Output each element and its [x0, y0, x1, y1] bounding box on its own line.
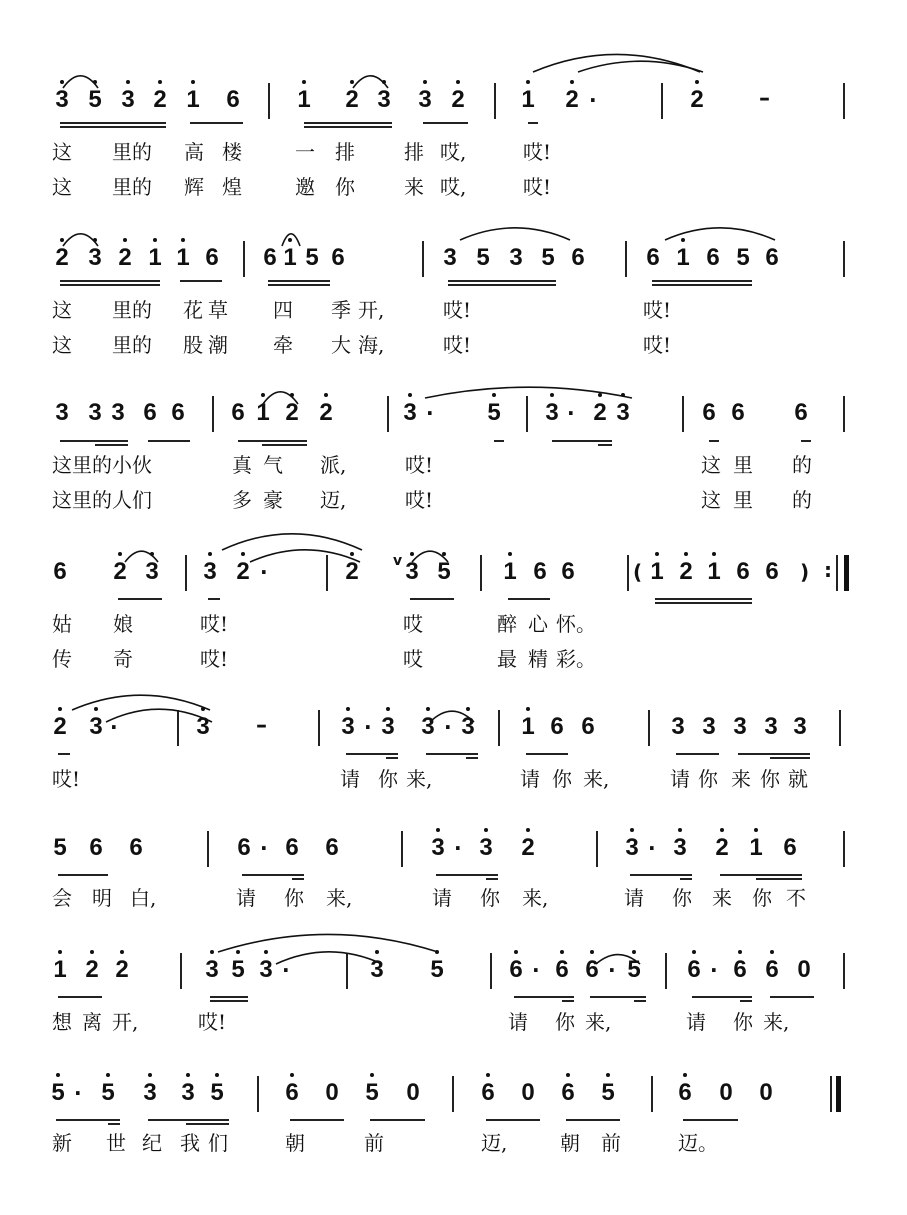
note-digit: 3: [205, 956, 219, 983]
lyric-syllable: 季: [331, 298, 351, 322]
note-digit: 3: [764, 713, 778, 740]
note-digit: 5: [430, 956, 444, 983]
note-digit: 5: [736, 244, 750, 271]
note-digit: 1: [650, 558, 664, 585]
lyric-syllable: 传: [52, 647, 72, 671]
note-digit: 6: [263, 244, 277, 271]
note-digit: 5: [476, 244, 490, 271]
lyric-syllable: 我: [180, 1131, 200, 1155]
note-digit: 6: [89, 834, 103, 861]
lyric-syllable: 迈,: [481, 1131, 508, 1155]
breath-mark: v: [393, 553, 403, 569]
note-digit: 6: [555, 956, 569, 983]
note-digit: 1: [53, 956, 67, 983]
note-digit: 3: [461, 713, 475, 740]
lyric-syllable: 奇: [113, 647, 133, 671]
lyric-syllable: 迈。: [678, 1131, 718, 1155]
note-digit: 5: [365, 1079, 379, 1106]
note-digit: 6: [783, 834, 797, 861]
note-digit: 3: [88, 399, 102, 426]
note-digit: 3: [381, 713, 395, 740]
augmentation-dot: ·: [589, 88, 597, 112]
slur-arc: [263, 392, 298, 404]
note-digit: 6: [550, 713, 564, 740]
note-digit: 3: [55, 399, 69, 426]
note-digit: 3: [702, 713, 716, 740]
lyric-syllable: 哎: [403, 612, 423, 636]
augmentation-dot: ·: [444, 715, 452, 739]
lyric-syllable: 你: [284, 886, 304, 910]
lyric-syllable: 这: [52, 298, 72, 322]
note-digit: 2: [115, 956, 129, 983]
lyric-syllable: 你: [480, 886, 500, 910]
lyric-syllable: 派,: [320, 453, 347, 477]
lyric-syllable: 开,: [358, 298, 385, 322]
lyric-syllable: 会: [52, 886, 72, 910]
note-digit: 3: [145, 558, 159, 585]
lyric-syllable: 娘: [113, 612, 133, 636]
note-digit: 6: [702, 399, 716, 426]
note-digit: 2: [118, 244, 132, 271]
lyric-syllable: 开,: [112, 1010, 139, 1034]
note-digit: 3: [479, 834, 493, 861]
augmentation-dot: ·: [110, 715, 118, 739]
note-digit: 6: [561, 558, 575, 585]
note-digit: 3: [111, 399, 125, 426]
sustain-dash: –: [256, 713, 267, 738]
note-digit: 1: [176, 244, 190, 271]
note-digit: 2: [153, 86, 167, 113]
augmentation-dot: ·: [260, 836, 268, 860]
lyric-syllable: 请: [670, 767, 690, 791]
lyric-syllable: 排: [404, 140, 424, 164]
slur-arc: [106, 709, 212, 722]
lyric-syllable: 心: [528, 612, 548, 636]
note-digit: 3: [733, 713, 747, 740]
lyric-syllable: 排: [335, 140, 355, 164]
lyric-syllable: 请: [340, 767, 360, 791]
lyric-syllable: 这: [52, 333, 72, 357]
note-digit: 6: [285, 834, 299, 861]
augmentation-dot: ·: [567, 401, 575, 425]
lyric-syllable: 哎!: [52, 767, 81, 791]
note-digit: 3: [671, 713, 685, 740]
repeat-sign: :: [824, 558, 832, 582]
note-digit: 6: [585, 956, 599, 983]
lyric-syllable: 这: [701, 488, 721, 512]
note-digit: 3: [143, 1079, 157, 1106]
lyric-syllable: 里的: [112, 298, 152, 322]
note-digit: 3: [405, 558, 419, 585]
note-digit: 3: [370, 956, 384, 983]
lyric-syllable: 你: [555, 1010, 575, 1034]
lyric-syllable: 迈,: [320, 488, 347, 512]
note-digit: 6: [706, 244, 720, 271]
slur-arc: [125, 551, 158, 562]
note-digit: 6: [171, 399, 185, 426]
note-digit: 6: [533, 558, 547, 585]
note-digit: 3: [181, 1079, 195, 1106]
note-digit: 1: [749, 834, 763, 861]
lyric-syllable: 你: [698, 767, 718, 791]
note-digit: 0: [521, 1079, 535, 1106]
lyric-syllable: 这里的人们: [52, 488, 152, 512]
note-digit: 5: [627, 956, 641, 983]
lyric-syllable: 里的: [112, 140, 152, 164]
note-digit: 0: [406, 1079, 420, 1106]
note-digit: 3: [443, 244, 457, 271]
lyric-syllable: 世: [106, 1131, 126, 1155]
note-digit: 3: [625, 834, 639, 861]
augmentation-dot: ·: [426, 401, 434, 425]
lyric-syllable: 的: [792, 453, 812, 477]
note-digit: 3: [421, 713, 435, 740]
lyric-syllable: 哎,: [440, 140, 467, 164]
lyric-syllable: 哎!: [443, 298, 472, 322]
note-digit: 6: [731, 399, 745, 426]
lyric-syllable: 哎!: [643, 333, 672, 357]
lyric-syllable: 你: [672, 886, 692, 910]
note-digit: 5: [88, 86, 102, 113]
lyric-syllable: 草: [208, 298, 228, 322]
lyric-syllable: 来,: [585, 1010, 612, 1034]
note-digit: 6: [765, 244, 779, 271]
lyric-syllable: 哎!: [200, 647, 229, 671]
note-digit: 6: [765, 956, 779, 983]
note-digit: 5: [210, 1079, 224, 1106]
lyric-syllable: 请: [624, 886, 644, 910]
lyric-syllable: 气: [263, 453, 283, 477]
note-digit: 2: [345, 86, 359, 113]
note-digit: 2: [565, 86, 579, 113]
note-digit: 0: [325, 1079, 339, 1106]
lyric-syllable: 这里的小伙: [52, 453, 152, 477]
note-digit: 6: [143, 399, 157, 426]
lyric-syllable: 多: [232, 488, 252, 512]
note-digit: 2: [319, 399, 333, 426]
note-digit: 5: [541, 244, 555, 271]
note-digit: 1: [707, 558, 721, 585]
lyric-syllable: 这: [52, 175, 72, 199]
lyric-syllable: 哎!: [523, 140, 552, 164]
augmentation-dot: ·: [74, 1081, 82, 1105]
note-digit: 3: [88, 244, 102, 271]
lyric-syllable: 潮: [208, 333, 228, 357]
note-digit: 3: [121, 86, 135, 113]
lyric-syllable: 姑: [52, 612, 72, 636]
lyric-syllable: 辉: [184, 175, 204, 199]
note-digit: 1: [283, 244, 297, 271]
lyric-syllable: 来: [712, 886, 732, 910]
note-digit: 5: [53, 834, 67, 861]
lyric-syllable: 里: [733, 488, 753, 512]
note-digit: 3: [259, 956, 273, 983]
lyric-syllable: 不: [786, 886, 806, 910]
lyric-syllable: 请: [508, 1010, 528, 1034]
note-digit: 2: [55, 244, 69, 271]
lyric-syllable: 来,: [406, 767, 433, 791]
note-digit: 6: [678, 1079, 692, 1106]
lyric-syllable: 明: [92, 886, 112, 910]
note-digit: 6: [794, 399, 808, 426]
slur-arc: [282, 234, 300, 246]
note-digit: 2: [715, 834, 729, 861]
note-digit: 3: [55, 86, 69, 113]
lyric-syllable: 你: [733, 1010, 753, 1034]
note-digit: 1: [148, 244, 162, 271]
note-digit: 6: [53, 558, 67, 585]
note-digit: 5: [487, 399, 501, 426]
lyric-syllable: 里的: [112, 175, 152, 199]
note-digit: 2: [53, 713, 67, 740]
note-digit: 6: [646, 244, 660, 271]
note-digit: 3: [673, 834, 687, 861]
note-digit: 5: [231, 956, 245, 983]
note-digit: 3: [793, 713, 807, 740]
note-digit: 2: [85, 956, 99, 983]
lyric-syllable: 一: [295, 140, 315, 164]
note-digit: 5: [51, 1079, 65, 1106]
lyric-syllable: 这: [52, 140, 72, 164]
lyric-syllable: 的: [792, 488, 812, 512]
lyric-syllable: 股: [183, 333, 203, 357]
note-digit: 6: [571, 244, 585, 271]
lyric-syllable: 白,: [130, 886, 157, 910]
lyric-syllable: 哎!: [443, 333, 472, 357]
note-digit: 3: [196, 713, 210, 740]
note-digit: 1: [256, 399, 270, 426]
lyric-syllable: 前: [601, 1131, 621, 1155]
note-digit: 6: [226, 86, 240, 113]
lyric-syllable: 怀。: [556, 612, 596, 636]
lyric-syllable: 就: [788, 767, 808, 791]
note-digit: 6: [285, 1079, 299, 1106]
lyric-syllable: 们: [208, 1131, 228, 1155]
lyric-syllable: 来: [404, 175, 424, 199]
note-digit: 3: [203, 558, 217, 585]
note-digit: 3: [545, 399, 559, 426]
note-digit: 3: [403, 399, 417, 426]
note-digit: 2: [451, 86, 465, 113]
note-digit: 5: [101, 1079, 115, 1106]
lyric-syllable: 这: [701, 453, 721, 477]
lyric-syllable: 前: [364, 1131, 384, 1155]
augmentation-dot: ·: [608, 958, 616, 982]
note-digit: 0: [719, 1079, 733, 1106]
slur-arc: [353, 76, 388, 88]
note-digit: 2: [285, 399, 299, 426]
augmentation-dot: ·: [454, 836, 462, 860]
note-digit: 6: [736, 558, 750, 585]
lyric-syllable: 哎!: [643, 298, 672, 322]
lyric-syllable: 来,: [326, 886, 353, 910]
slur-arc: [425, 387, 632, 398]
note-digit: 6: [733, 956, 747, 983]
lyric-syllable: 朝: [285, 1131, 305, 1155]
sustain-dash: –: [759, 86, 770, 111]
note-digit: 3: [89, 713, 103, 740]
lyric-syllable: 哎!: [198, 1010, 227, 1034]
lyric-syllable: 真: [232, 453, 252, 477]
note-digit: 0: [797, 956, 811, 983]
lyric-syllable: 牵: [273, 333, 293, 357]
note-digit: 1: [676, 244, 690, 271]
augmentation-dot: ·: [710, 958, 718, 982]
lyric-syllable: 你: [335, 175, 355, 199]
slur-arc: [63, 76, 98, 88]
lyric-syllable: 请: [432, 886, 452, 910]
note-digit: 5: [305, 244, 319, 271]
augmentation-dot: ·: [260, 560, 268, 584]
lyric-syllable: 豪: [263, 488, 283, 512]
lyric-syllable: 新: [52, 1131, 72, 1155]
note-digit: 3: [431, 834, 445, 861]
lyric-syllable: 你: [760, 767, 780, 791]
slur-arc: [63, 234, 98, 246]
note-digit: 6: [325, 834, 339, 861]
slur-arc: [412, 551, 448, 562]
lyric-syllable: 最: [497, 647, 517, 671]
note-digit: 6: [765, 558, 779, 585]
note-digit: 5: [437, 558, 451, 585]
lyric-syllable: 你: [752, 886, 772, 910]
lyric-syllable: 精: [528, 647, 548, 671]
slur-arc: [665, 228, 775, 240]
note-digit: 6: [509, 956, 523, 983]
note-digit: 6: [331, 244, 345, 271]
lyric-syllable: 哎: [403, 647, 423, 671]
slur-arc: [578, 61, 703, 72]
lyric-syllable: 四: [273, 298, 293, 322]
note-digit: 5: [601, 1079, 615, 1106]
note-digit: 6: [237, 834, 251, 861]
note-digit: 2: [236, 558, 250, 585]
note-digit: 6: [481, 1079, 495, 1106]
slur-arc: [460, 228, 570, 240]
lyric-syllable: 哎!: [405, 488, 434, 512]
note-digit: 6: [687, 956, 701, 983]
lyric-syllable: 海,: [358, 333, 385, 357]
note-digit: 1: [521, 713, 535, 740]
lyric-syllable: 请: [520, 767, 540, 791]
lyric-syllable: 来: [731, 767, 751, 791]
parenthesis: (: [633, 560, 643, 584]
note-digit: 1: [186, 86, 200, 113]
slur-arc: [430, 711, 474, 722]
note-digit: 3: [509, 244, 523, 271]
note-digit: 6: [581, 713, 595, 740]
lyric-syllable: 大: [331, 333, 351, 357]
lyric-syllable: 来,: [522, 886, 549, 910]
lyric-syllable: 来,: [763, 1010, 790, 1034]
note-digit: 2: [690, 86, 704, 113]
note-digit: 3: [418, 86, 432, 113]
note-digit: 1: [521, 86, 535, 113]
note-digit: 2: [113, 558, 127, 585]
lyric-syllable: 里的: [112, 333, 152, 357]
note-digit: 6: [561, 1079, 575, 1106]
note-digit: 6: [129, 834, 143, 861]
lyric-syllable: 纪: [142, 1131, 162, 1155]
lyric-syllable: 请: [236, 886, 256, 910]
note-digit: 6: [205, 244, 219, 271]
slur-arc: [72, 695, 210, 710]
note-digit: 3: [377, 86, 391, 113]
lyric-syllable: 邀: [295, 175, 315, 199]
slur-arc: [222, 534, 362, 550]
lyric-syllable: 花: [183, 298, 203, 322]
note-digit: 3: [616, 399, 630, 426]
augmentation-dot: ·: [364, 715, 372, 739]
lyric-syllable: 楼: [222, 140, 242, 164]
note-digit: 2: [345, 558, 359, 585]
slur-arc: [218, 934, 438, 952]
note-digit: 2: [679, 558, 693, 585]
note-digit: 3: [341, 713, 355, 740]
lyric-syllable: 煌: [222, 175, 242, 199]
note-digit: 1: [503, 558, 517, 585]
lyric-syllable: 离: [82, 1010, 102, 1034]
lyric-syllable: 来,: [583, 767, 610, 791]
lyric-syllable: 你: [552, 767, 572, 791]
lyric-syllable: 你: [378, 767, 398, 791]
slur-arc: [276, 952, 382, 964]
slur-arc: [250, 550, 360, 562]
lyric-syllable: 哎,: [440, 175, 467, 199]
lyric-syllable: 哎!: [200, 612, 229, 636]
note-digit: 2: [521, 834, 535, 861]
lyric-syllable: 朝: [560, 1131, 580, 1155]
augmentation-dot: ·: [532, 958, 540, 982]
lyric-syllable: 请: [686, 1010, 706, 1034]
lyric-syllable: 彩。: [556, 647, 596, 671]
slur-arc: [596, 955, 640, 964]
lyric-syllable: 想: [52, 1010, 72, 1034]
augmentation-dot: ·: [282, 958, 290, 982]
lyric-syllable: 哎!: [523, 175, 552, 199]
note-digit: 2: [593, 399, 607, 426]
parenthesis: ): [800, 560, 810, 584]
lyric-syllable: 醉: [497, 612, 517, 636]
augmentation-dot: ·: [648, 836, 656, 860]
note-digit: 6: [231, 399, 245, 426]
lyric-syllable: 高: [184, 140, 204, 164]
lyric-syllable: 哎!: [405, 453, 434, 477]
lyric-syllable: 里: [733, 453, 753, 477]
note-digit: 1: [297, 86, 311, 113]
note-digit: 0: [759, 1079, 773, 1106]
